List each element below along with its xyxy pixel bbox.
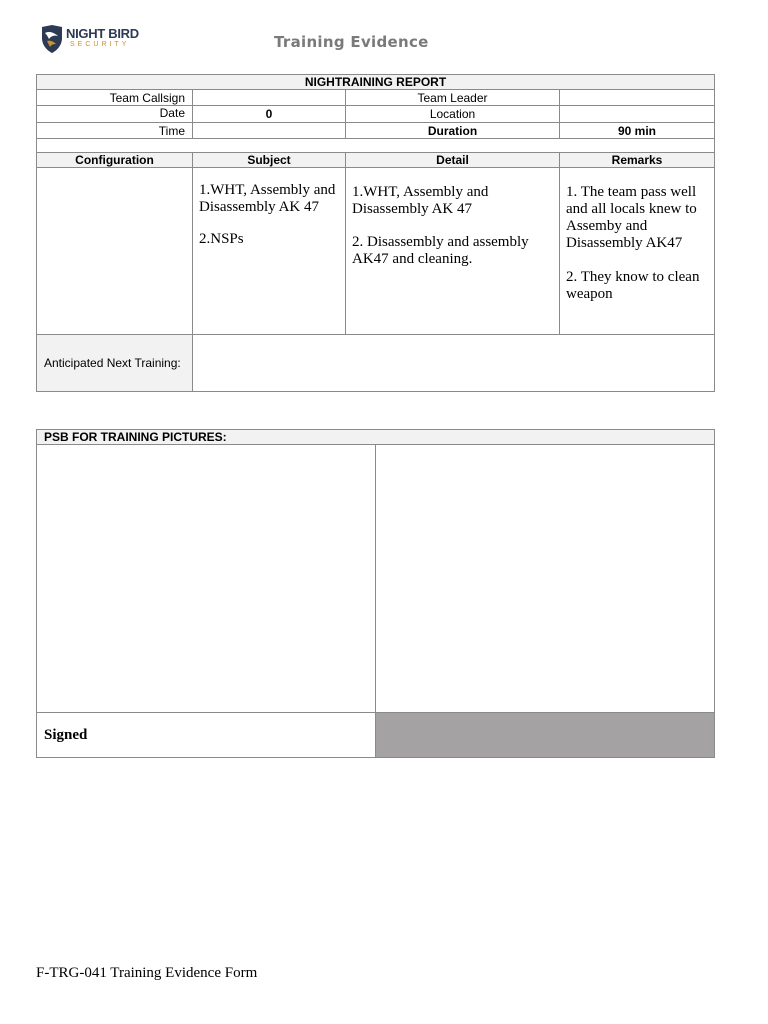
next-training-label: Anticipated Next Training:	[37, 335, 193, 392]
location-label: Location	[346, 106, 560, 123]
duration-label: Duration	[346, 123, 560, 139]
time-field[interactable]	[193, 123, 346, 139]
subject-cell[interactable]	[193, 168, 346, 335]
date-field[interactable]: 0	[193, 106, 346, 123]
training-pictures-table	[36, 429, 715, 758]
picture-slot-right[interactable]	[376, 445, 715, 713]
signature-field[interactable]	[376, 713, 715, 758]
remarks-cell[interactable]	[560, 168, 715, 335]
team-callsign-label: Team Callsign	[37, 90, 193, 106]
footer-form-id: F-TRG-041 Training Evidence Form	[36, 965, 258, 981]
configuration-cell[interactable]	[37, 168, 193, 335]
detail-item: 2. Disassembly and assembly AK47 and cleaning.	[352, 234, 529, 267]
column-header-remarks: Remarks	[560, 153, 715, 168]
picture-slot-left[interactable]	[37, 445, 376, 713]
logo-brand-text: NIGHT BIRD	[66, 26, 139, 41]
team-callsign-field[interactable]	[193, 90, 346, 106]
subject-item: 2.NSPs	[199, 231, 244, 247]
location-field[interactable]	[560, 106, 715, 123]
remarks-item: 2. They know to clean weapon	[566, 269, 700, 302]
company-logo	[40, 24, 150, 56]
document-title: Training Evidence	[274, 33, 429, 51]
column-header-detail: Detail	[346, 153, 560, 168]
subject-item: 1.WHT, Assembly and Disassembly AK 47	[199, 182, 336, 215]
detail-cell[interactable]	[346, 168, 560, 335]
remarks-item: 1. The team pass well and all locals knew to Assemby and Disassembly AK47	[566, 184, 697, 251]
time-label: Time	[37, 123, 193, 139]
team-leader-label: Team Leader	[346, 90, 560, 106]
pictures-section-title: PSB FOR TRAINING PICTURES:	[37, 430, 715, 445]
logo-subtext: SECURITY	[70, 41, 130, 48]
date-label: Date	[37, 106, 193, 123]
next-training-field[interactable]	[193, 335, 715, 392]
spacer-row	[37, 139, 715, 153]
team-leader-field[interactable]	[560, 90, 715, 106]
column-header-subject: Subject	[193, 153, 346, 168]
signed-label: Signed	[37, 713, 376, 758]
duration-field[interactable]: 90 min	[560, 123, 715, 139]
detail-item: 1.WHT, Assembly and Disassembly AK 47	[352, 184, 489, 217]
training-report-table	[36, 74, 715, 392]
report-title: NIGHTRAINING REPORT	[37, 75, 715, 90]
bird-shield-icon	[40, 24, 64, 54]
column-header-configuration: Configuration	[37, 153, 193, 168]
